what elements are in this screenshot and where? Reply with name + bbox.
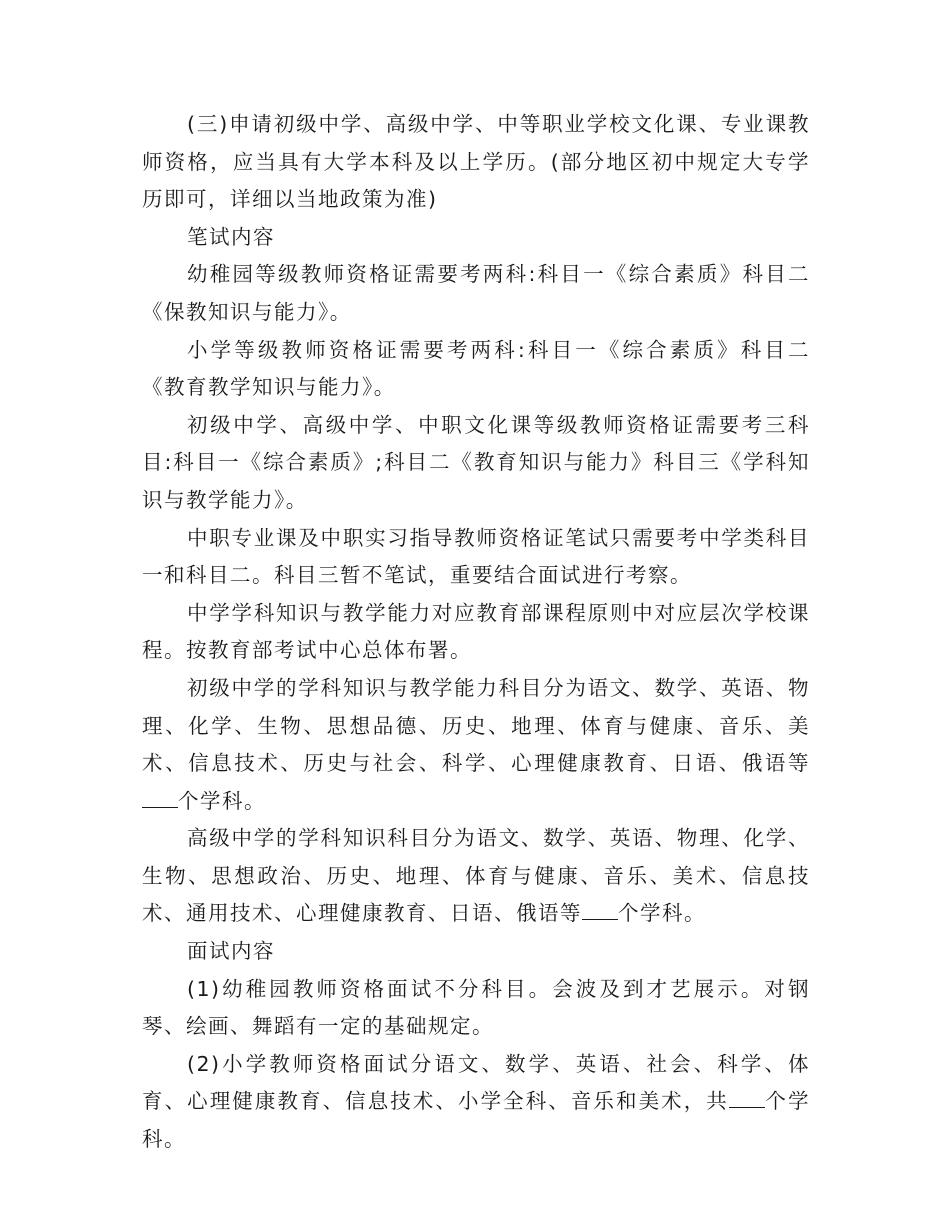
heading-text: 面试内容 [187,939,275,964]
paragraph-text: 中学学科知识与教学能力对应教育部课程原则中对应层次学校课程。按教育部考试中心总体布署。 [142,600,810,663]
paragraph-text: 幼稚园等级教师资格证需要考两科:科目一《综合素质》科目二《保教知识与能力》。 [142,262,810,324]
paragraph-subject-knowledge [142,595,810,670]
paragraph-text: 初级中学、高级中学、中职文化课等级教师资格证需要考三科目:科目一《综合素质》;科目二《教育知识与能力》科目三《学科知识与教学能力》。 [142,412,810,512]
paragraph-kindergarten-exam [142,256,810,331]
paragraph-text: 高级中学的学科知识科目分为语文、数学、英语、物理、化学、生物、思想政治、历史、地理、体育与健康、音乐、美术、信息技术、通用技术、心理健康教育、日语、俄语等 [142,826,810,926]
blank-line [582,901,618,920]
paragraph-tail: 个学科。 [142,1089,811,1152]
paragraph-primary-exam [142,332,810,407]
paragraph-primary-interview [142,1046,810,1159]
paragraph-text: 小学等级教师资格证需要考两科:科目一《综合素质》科目二《教育教学知识与能力》。 [142,337,810,400]
paragraph-junior-subjects [142,670,810,820]
paragraph-tail: 个学科。 [618,901,706,926]
paragraph-kindergarten-interview [142,971,810,1046]
paragraph-senior-subjects [142,820,810,933]
paragraph-text: 中职专业课及中职实习指导教师资格证笔试只需要考中学类科目一和科目二。科目三暂不笔试，重要结合面试进行考察。 [142,525,810,588]
paragraph-text: (2)小学教师资格面试分语文、数学、英语、社会、科学、体育、心理健康教育、信息技术、小学全科、音乐和美术，共 [142,1051,810,1114]
paragraph-vocational-exam [142,520,810,595]
paragraph-text: (三)申请初级中学、高级中学、中等职业学校文化课、专业课教师资格，应当具有大学本科及以上学历。(部分地区初中规定大专学历即可，详细以当地政策为准) [142,112,810,212]
paragraph-tail: 个学科。 [178,788,266,813]
section-heading-interview [142,933,810,971]
blank-line [729,1089,765,1108]
document-page [142,106,810,1159]
paragraph-secondary-exam [142,407,810,520]
paragraph-text: 初级中学的学科知识与教学能力科目分为语文、数学、英语、物理、化学、生物、思想品德、历史、地理、体育与健康、音乐、美术、信息技术、历史与社会、科学、心理健康教育、日语、俄语等 [142,675,810,776]
section-heading-written-exam [142,219,810,257]
blank-line [142,789,178,808]
heading-text: 笔试内容 [187,224,275,249]
paragraph-teacher-qualification-education [142,106,810,219]
paragraph-text: (1)幼稚园教师资格面试不分科目。会波及到才艺展示。对钢琴、绘画、舞蹈有一定的基础规定。 [142,976,810,1039]
